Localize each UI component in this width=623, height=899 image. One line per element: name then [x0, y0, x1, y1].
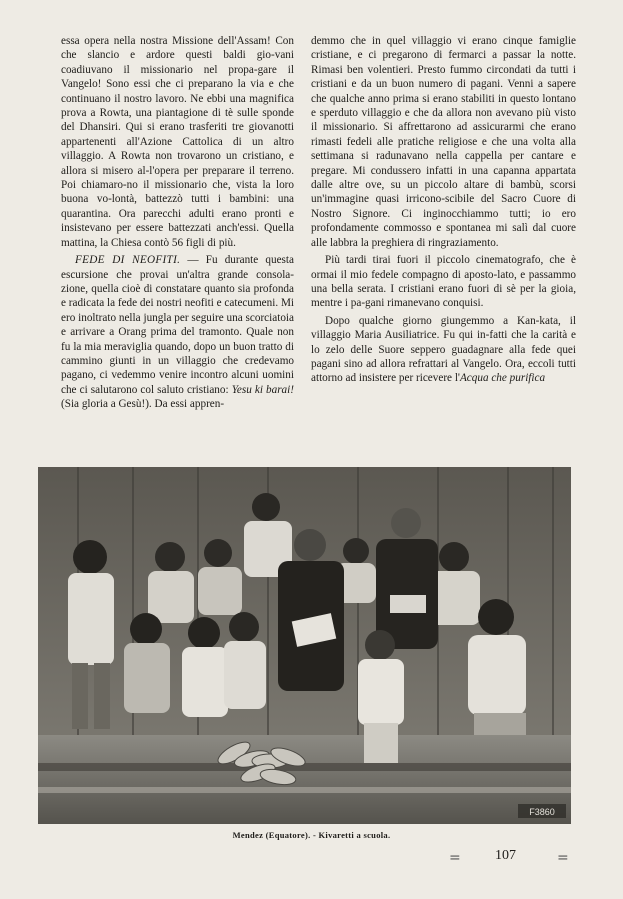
paragraph-text: (Sia gloria a Gesù!). Da essi appren- [61, 398, 225, 411]
photograph-children-school [38, 467, 571, 824]
italic-text: Acqua che purifica [459, 372, 546, 385]
floor-steps [38, 735, 571, 824]
paragraph [61, 253, 294, 411]
left-text-column [61, 34, 294, 412]
ornament-left: = [449, 850, 461, 866]
paragraph-text: — Fu durante questa escursione che provai un'altra grande consola-zione, quella cioè di constatare quanto sia profonda e radicata la fede dei nostri neofiti e catecumeni. Mi ero inoltrato nella jungla per seguire una scorciatoia e arrivare a Orang prima del tramonto. Quale non fu la mia meraviglia quando, dopo un buon tratto di cammino giunti in un villaggio che credevamo pagano, ci vedemmo venire incontro alcuni uomini che ci salutarono col saluto cristiano: [61, 254, 294, 396]
ornament-right: = [557, 850, 569, 866]
paragraph: essa opera nella nostra Missione dell'Assam! Con che slancio e ardore questi baldi gio-vani coadiuvano il missionario nel propa-gare il Vangelo! Sono essi che ci preparano la via e che continuano il nostro lavoro. Ne ebbi una magnifica prova a Rowta, una piantagione di tè sulle sponde del Dhansiri. Qui si erano trasferiti tre giovanotti appartenenti all'Azione Cattolica di un altro villaggio. A Rowta non trovarono un cristiano, e allora si misero al-l'opera per preparare il terreno. Poi chiamaro-no il missionario che, vista la loro buona vo-lontà, battezzò tutti i bambini: una quarantina. Ora parecchi adulti erano pronti e insistevano per essere battezzati anch'essi. Quella mattina, la Chiesa contò 56 figli di più. [61, 35, 294, 249]
paragraph-text: Dopo qualche giorno giungemmo a Kan-kata, il villaggio Maria Ausiliatrice. Fu qui in-fatti che la carità e lo zelo delle Suore seppero guadagnare alla fede quei pagani sino ad allora refrattari al Vangelo. Ora, eccoli tutti attorno ad insistere per ricevere l' [311, 314, 576, 385]
paragraph [311, 314, 576, 386]
paragraph: Più tardi tirai fuori il piccolo cinematografo, che è ormai il mio fedele compagno di aposto-lato, e passammo una bella serata. I cristiani erano fuori di sè per la gioia, mentre i pa-gani rimanevano conquisi. [311, 254, 576, 310]
section-heading: FEDE DI NEOFITI. [75, 254, 181, 267]
photo-caption: Mendez (Equatore). - Kivaretti a scuola. [232, 830, 391, 840]
greeting-text: Yesu ki barai! [231, 383, 294, 396]
right-text-column [311, 34, 576, 386]
page-number: 107 [495, 848, 516, 863]
paragraph: demmo che in quel villaggio vi erano cinque famiglie cristiane, e ci pregarono di fermarci a passar la notte. Rimasi ben volentieri. Presto fummo circondati da tutti i cristiani e da un buon numero di pagani. Venni a sapere che qualche anno prima si erano stabiliti in questo lontano e sperduto villaggio e che da allora non avevano più visto il missionario. Si affrettarono ad assicurarmi che erano rimasti fedeli alle pratiche religiose e che una volta alla settimana si radunavano nella cappella per cantare e pregare. Mi condussero infatti in una capanna appartata dalle altre ove, su un piccolo altare di bambù, scorsi un'immagine quasi irricono-scibile del Sacro Cuore di Nostro Signore. Ci inginocchiammo tutti; io ero profondamente commosso e spontanea mi salì dal cuore alle labbra la preghiera di ringraziamento. [311, 35, 576, 249]
photo-stamp: F3860 [529, 807, 555, 817]
photo-illustration [38, 467, 571, 824]
